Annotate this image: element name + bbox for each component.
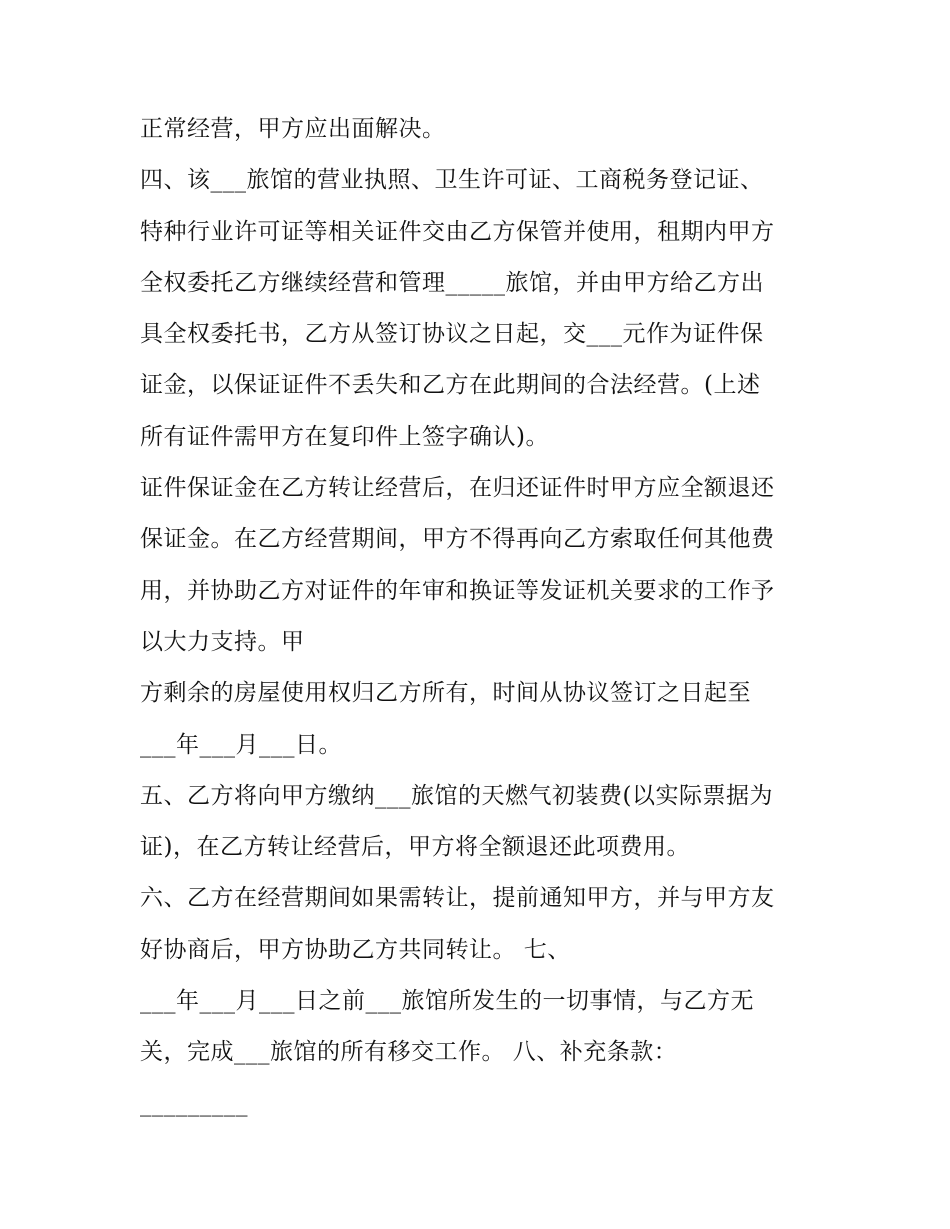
text-line: ___年___月___日。 xyxy=(140,731,342,758)
text-line: 关，完成___旅馆的所有移交工作。 八、补充条款： xyxy=(140,1039,678,1066)
text-line: 正常经营，甲方应出面解决。 xyxy=(140,116,446,142)
text-line: 用，并协助乙方对证件的年审和换证等发证机关要求的工作予 xyxy=(140,577,775,604)
text-line: 方剩余的房屋使用权归乙方所有，时间从协议签订之日起至 xyxy=(140,680,751,707)
text-line: 五、乙方将向甲方缴纳___旅馆的天燃气初装费(以实际票据为 xyxy=(140,782,773,809)
text-line: 四、该___旅馆的营业执照、卫生许可证、工商税务登记证、 xyxy=(140,167,764,194)
text-line: 证)，在乙方转让经营后，甲方将全额退还此项费用。 xyxy=(140,834,690,861)
text-line: 证金，以保证证件不丢失和乙方在此期间的合法经营。(上述 xyxy=(140,372,761,399)
text-line: 特种行业许可证等相关证件交由乙方保管并使用，租期内甲方 xyxy=(140,218,775,245)
text-line: 全权委托乙方继续经营和管理_____旅馆，并由甲方给乙方出 xyxy=(140,269,764,296)
contract-text xyxy=(140,104,830,1130)
text-line: 好协商后，甲方协助乙方共同转让。 七、 xyxy=(140,936,571,963)
text-line: 六、乙方在经营期间如果需转让，提前通知甲方，并与甲方友 xyxy=(140,885,775,912)
text-line: 具全权委托书，乙方从签订协议之日起，交___元作为证件保 xyxy=(140,321,764,348)
text-line: _________ xyxy=(140,1090,248,1117)
text-line: 以大力支持。甲 xyxy=(140,628,305,655)
text-line: 证件保证金在乙方转让经营后，在归还证件时甲方应全额退还 xyxy=(140,475,775,502)
text-line: 保证金。在乙方经营期间，甲方不得再向乙方索取任何其他费 xyxy=(140,526,775,553)
text-line: ___年___月___日之前___旅馆所发生的一切事情，与乙方无 xyxy=(140,988,754,1015)
text-line: 所有证件需甲方在复印件上签字确认)。 xyxy=(140,423,549,450)
